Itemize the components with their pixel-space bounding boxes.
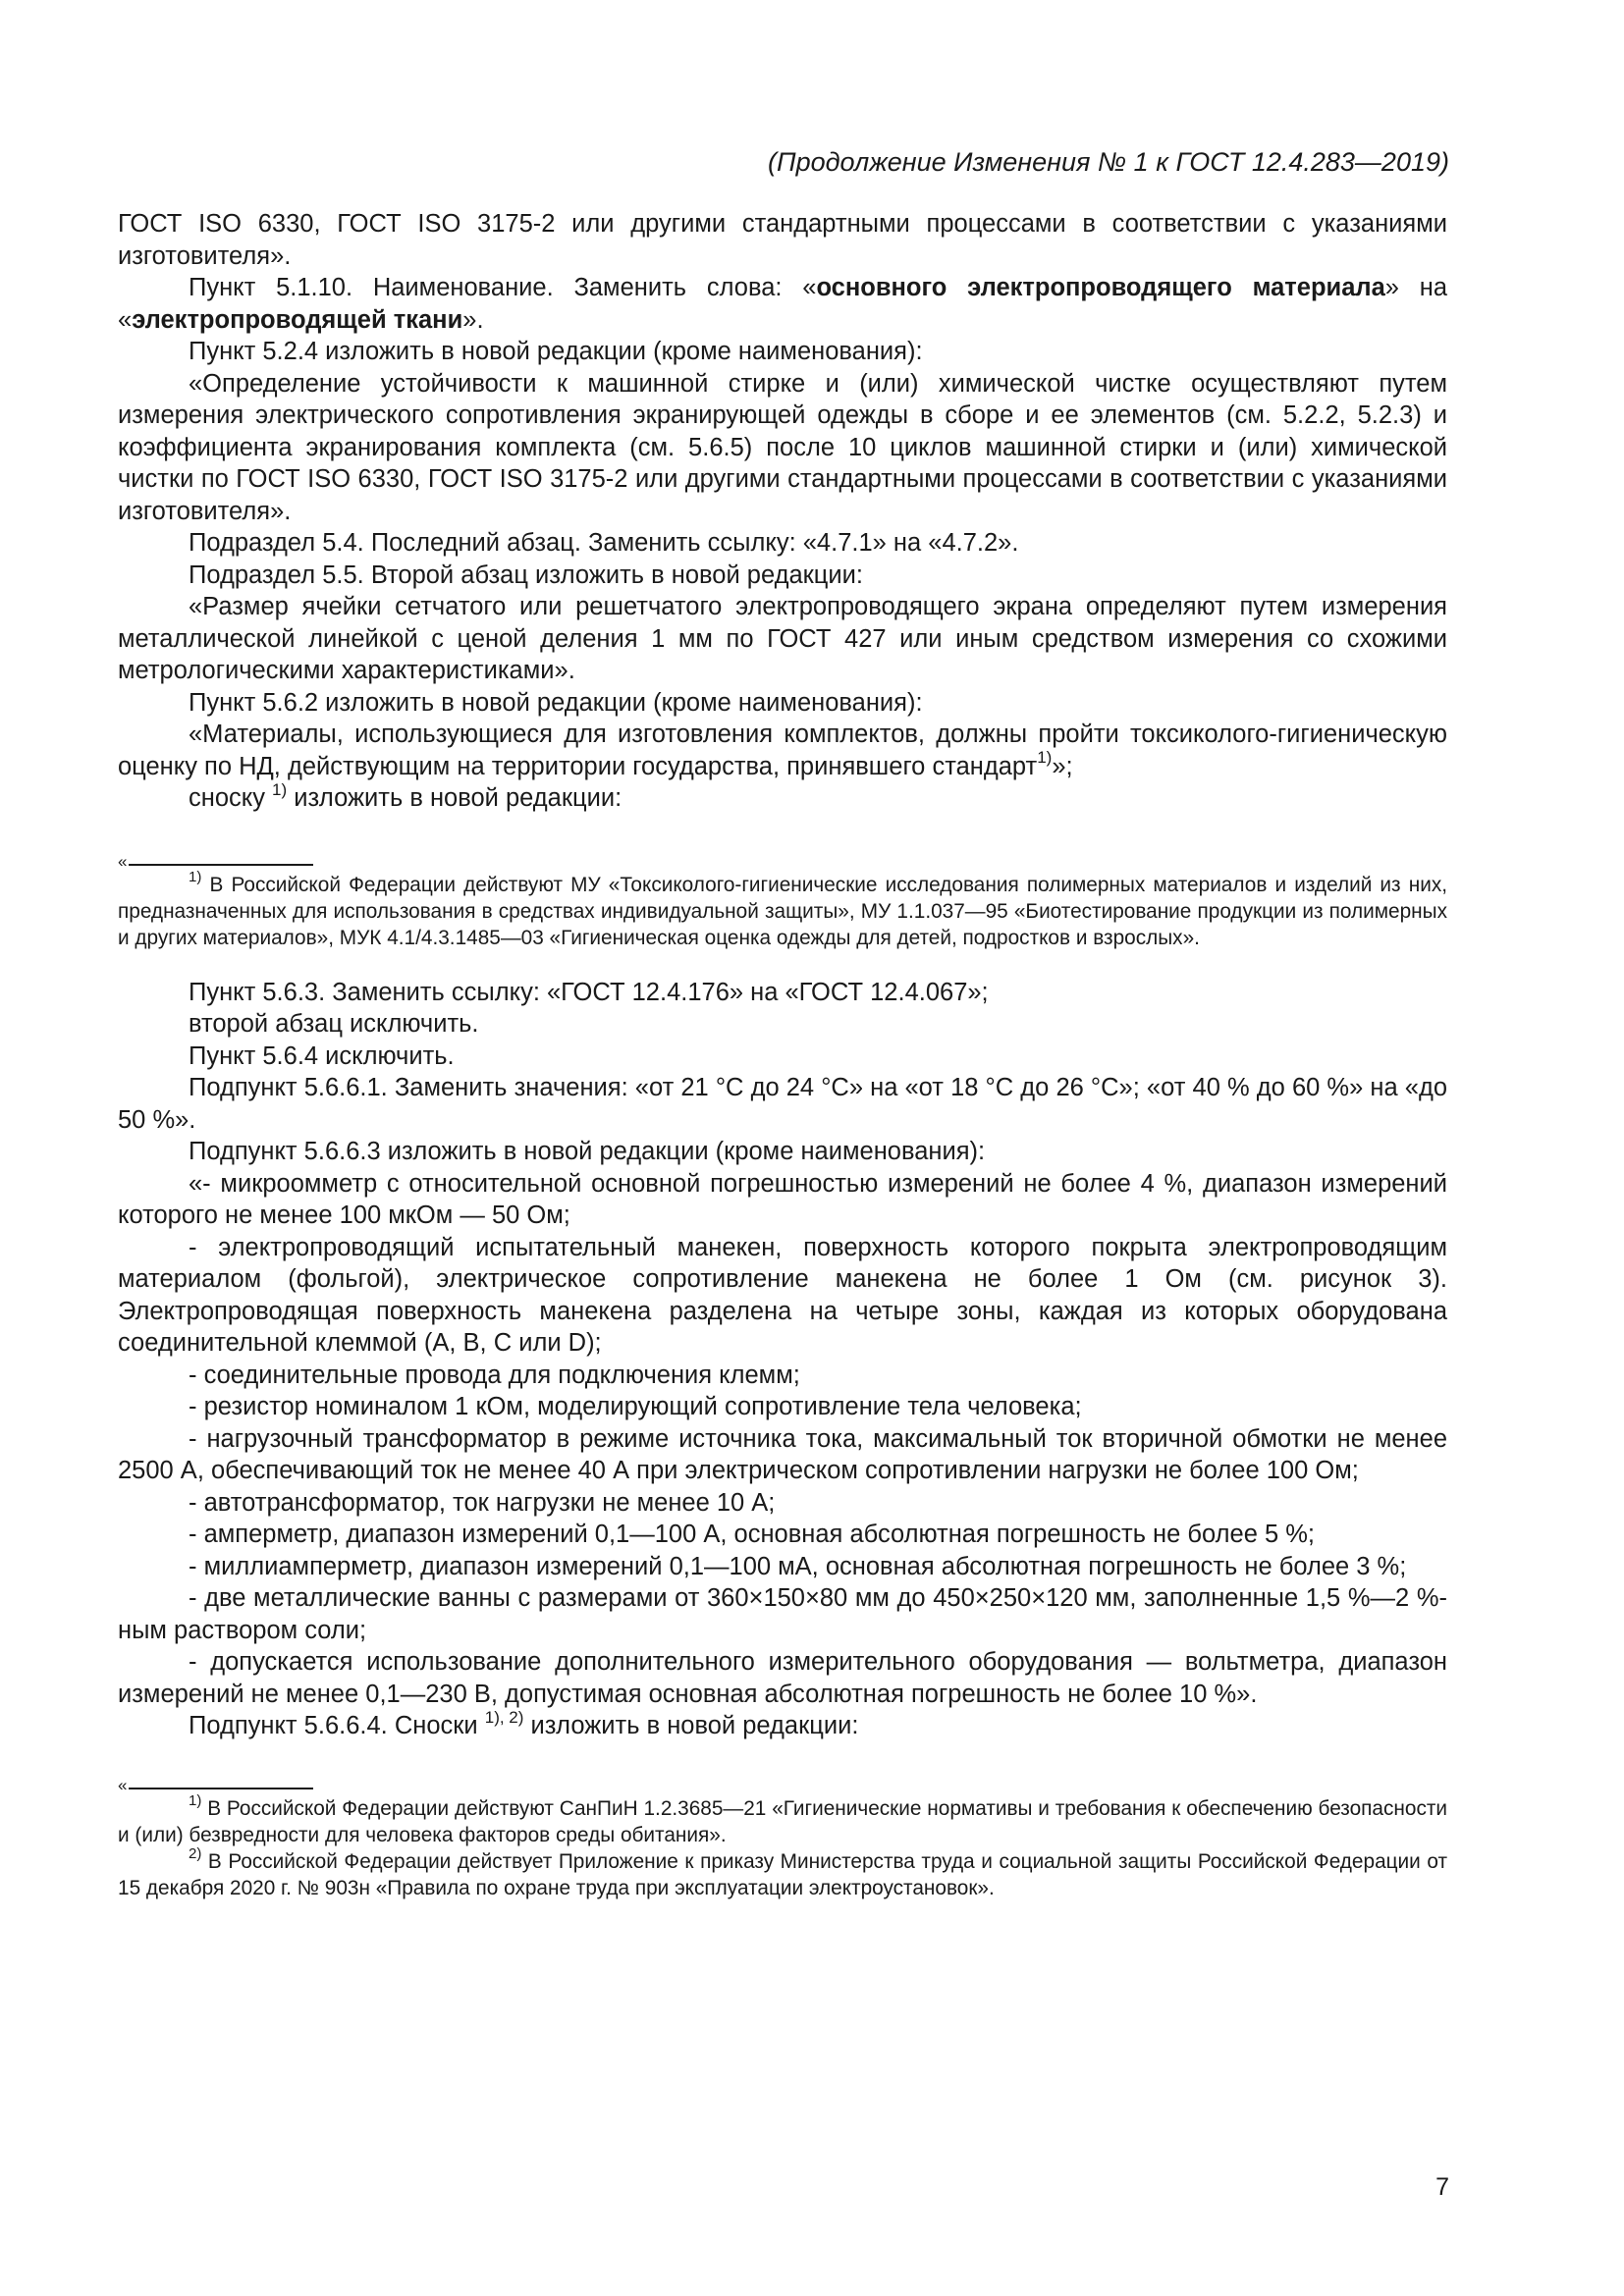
footnote-separator: [118, 852, 1447, 872]
text-run: «Материалы, использующиеся для изготовления комплектов, должны пройти токсиколого-гигиеническую оценку по НД, действующим на территории государства, принявшего стандарт: [118, 721, 1447, 780]
paragraph: Пункт 5.6.3. Заменить ссылку: «ГОСТ 12.4.176» на «ГОСТ 12.4.067»;: [189, 978, 989, 1006]
footnote-block: [118, 852, 1447, 951]
paragraph: Подпункт 5.6.6.3 изложить в новой редакции (кроме наименования):: [189, 1138, 986, 1165]
footnote-mark: 2): [189, 1844, 202, 1862]
text-run: сноску: [189, 784, 273, 812]
page-number: 7: [1435, 2173, 1449, 2201]
running-header: (Продолжение Изменения № 1 к ГОСТ 12.4.283—2019): [768, 147, 1449, 177]
list-item: - автотрансформатор, ток нагрузки не менее 10 А;: [189, 1488, 776, 1517]
paragraph: [118, 272, 1447, 336]
footnote-block: [118, 1776, 1447, 1901]
list-item: - резистор номиналом 1 кОм, моделирующий сопротивление тела человека;: [189, 1393, 1082, 1420]
text-run: » на «: [118, 274, 1448, 334]
footnote-text: В Российской Федерации действуют СанПиН 1.2.3685—21 «Гигиенические нормативы и требования к обеспечению безопасности и (или) безвредности для человека факторов среды обитания».: [118, 1796, 1447, 1846]
footnote-separator: [118, 1776, 1447, 1795]
open-quote: «: [118, 851, 128, 871]
footnote: [118, 868, 1447, 951]
list-item: «- микроомметр с относительной основной погрешностью измерений не более 4 %, диапазон измерений которого не менее 100 мкОм — 50 Ом;: [118, 1169, 1447, 1229]
paragraph: Пункт 5.2.4 изложить в новой редакции (кроме наименования):: [189, 338, 923, 365]
text-run: изложить в новой редакции:: [523, 1712, 859, 1739]
text-run: ».: [462, 305, 484, 334]
open-quote: «: [118, 1775, 128, 1794]
paragraph: Подраздел 5.4. Последний абзац. Заменить ссылку: «4.7.1» на «4.7.2».: [189, 529, 1019, 557]
paragraph: второй абзац исключить.: [189, 1010, 479, 1038]
text-run: изложить в новой редакции:: [287, 784, 623, 812]
paragraph: «Размер ячейки сетчатого или решетчатого электропроводящего экрана определяют путем измерения металлической линейкой с ценой деления 1 мм по ГОСТ 427 или иным средством измерения со схожими метрологическими характеристиками».: [118, 593, 1447, 684]
bold-term: электропроводящей ткани: [132, 305, 463, 334]
separator-rule: [129, 864, 313, 866]
separator-rule: [129, 1788, 313, 1789]
list-item: - нагрузочный трансформатор в режиме источника тока, максимальный ток вторичной обмотки не менее 2500 А, обеспечивающий ток не менее 40 А при электрическом сопротивлении нагрузки не более 100 Ом;: [118, 1424, 1447, 1484]
paragraph: Пункт 5.6.4 исключить.: [189, 1041, 455, 1070]
paragraph: Подраздел 5.5. Второй абзац изложить в новой редакции:: [189, 561, 863, 589]
footnote-ref: 1): [1037, 748, 1053, 767]
footnote: [118, 1791, 1447, 1848]
footnote-mark: 1): [189, 868, 202, 885]
text-run: »;: [1052, 752, 1073, 780]
list-item: - две металлические ванны с размерами от 360×150×80 мм до 450×250×120 мм, заполненные 1,5 %—2 %-ным раствором соли;: [118, 1584, 1447, 1644]
bold-term: основного электропроводящего материала: [816, 274, 1385, 301]
list-item: - амперметр, диапазон измерений 0,1—100 А, основная абсолютная погрешность не более 5 %;: [189, 1521, 1315, 1548]
text-run: Пункт 5.1.10. Наименование. Заменить слова: «: [189, 274, 817, 301]
footnote-mark: 1): [189, 1791, 202, 1809]
paragraph: [118, 719, 1447, 782]
footnote-text: В Российской Федерации действует Приложение к приказу Министерства труда и социальной защиты Российской Федерации от 15 декабря 2020 г. № 903н «Правила по охране труда при эксплуатации электроустановок».: [118, 1849, 1447, 1899]
footnote-text: В Российской Федерации действуют МУ «Токсиколого-гигиенические исследования полимерных материалов и изделий из них, предназначенных для использования в средствах индивидуальной защиты», МУ 1.1.037—95 «Биотестирование продукции из полимерных и других материалов», МУК 4.1/4.3.1485—03 «Гигиеническая оценка одежды для детей, подростков и взрослых».: [118, 873, 1447, 949]
footnote-ref: 1): [272, 779, 288, 799]
footnote-ref: 1), 2): [484, 1707, 524, 1727]
paragraph: Пункт 5.6.2 изложить в новой редакции (кроме наименования):: [189, 688, 923, 717]
body-text: [118, 208, 1447, 1927]
paragraph: Подпункт 5.6.6.1. Заменить значения: «от 21 °С до 24 °С» на «от 18 °С до 26 °С»; «от 40 % до 60 %» на «до 50 %».: [118, 1074, 1447, 1134]
paragraph: [118, 1707, 1447, 1742]
list-item: - электропроводящий испытательный манекен, поверхность которого покрыта электропроводящим материалом (фольгой), электрическое сопротивление манекена не более 1 Ом (см. рисунок 3). Электропроводящая поверхность манекена разделена на четыре зоны, каждая из которых оборудована соединительной клеммой (A, B, C или D);: [118, 1233, 1447, 1357]
paragraph: ГОСТ ISO 6330, ГОСТ ISO 3175-2 или другими стандартными процессами в соответствии с указаниями изготовителя».: [118, 210, 1447, 270]
list-item: - допускается использование дополнительного измерительного оборудования — вольтметра, диапазон измерений не менее 0,1—230 В, допустимая основная абсолютная погрешность не более 10 %».: [118, 1648, 1447, 1708]
paragraph: «Определение устойчивости к машинной стирке и (или) химической чистке осуществляют путем измерения электрического сопротивления экранирующей одежды в сборе и ее элементов (см. 5.2.2, 5.2.3) и коэффициента экранирования комплекта (см. 5.6.5) после 10 циклов машинной стирки и (или) химической чистки по ГОСТ ISO 6330, ГОСТ ISO 3175-2 или другими стандартными процессами в соответствии с указаниями изготовителя».: [118, 369, 1447, 525]
list-item: - миллиамперметр, диапазон измерений 0,1—100 мА, основная абсолютная погрешность не более 3 %;: [189, 1552, 1407, 1580]
list-item: - соединительные провода для подключения клемм;: [189, 1361, 800, 1389]
paragraph: [118, 779, 1447, 815]
footnote: [118, 1844, 1447, 1901]
text-run: Подпункт 5.6.6.4. Сноски: [189, 1712, 485, 1739]
